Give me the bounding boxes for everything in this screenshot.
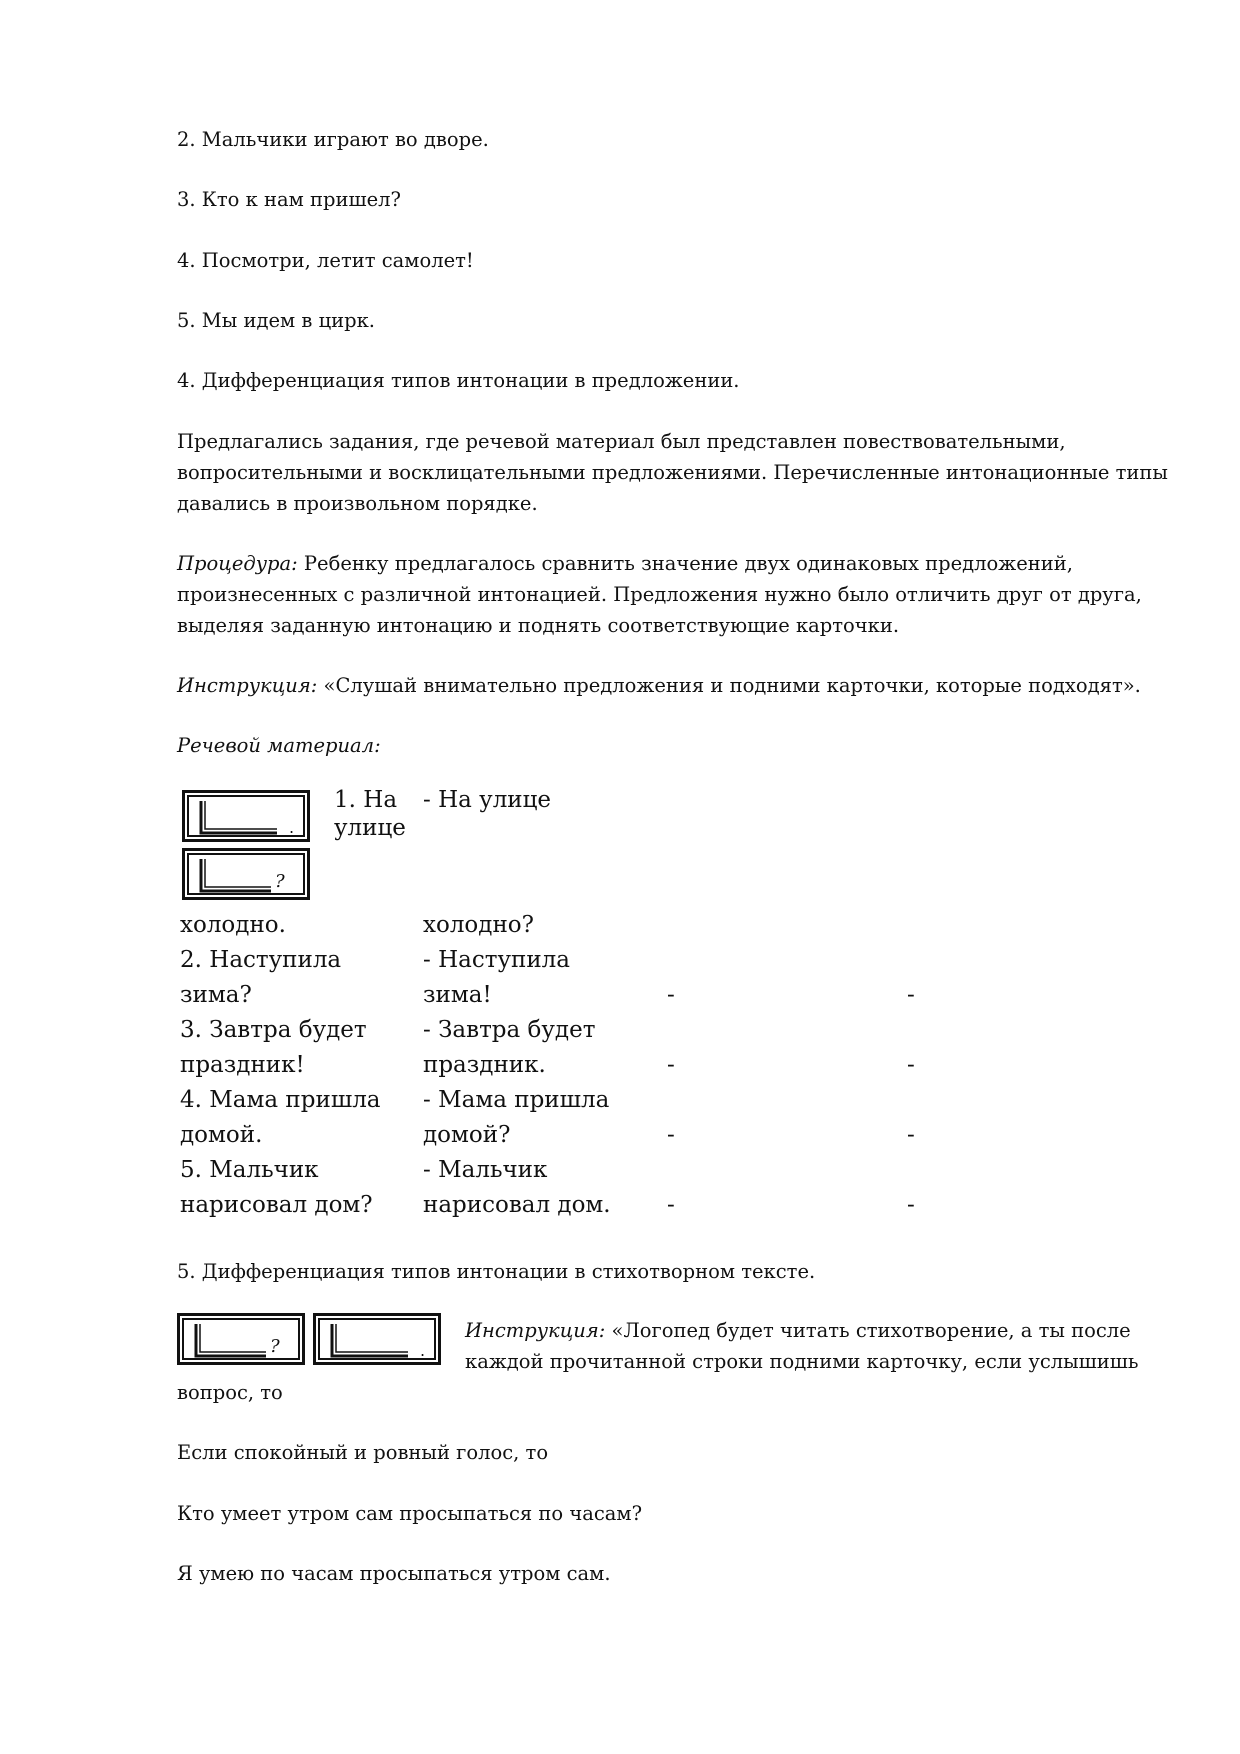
row4-dash-a: -: [667, 1122, 675, 1148]
row1-left-line1: 1. На: [334, 787, 398, 813]
row5-right-line1: - Мальчик: [423, 1157, 548, 1183]
card-symbol: .: [420, 1341, 426, 1360]
row5-dash-a: -: [667, 1192, 675, 1218]
row1-right-line1: - На улице: [423, 787, 552, 813]
row2-dash-b: -: [907, 982, 915, 1008]
sentence-3: 3. Кто к нам пришел?: [177, 188, 401, 211]
row3-dash-a: -: [667, 1052, 675, 1078]
description-line: Предлагались задания, где речевой материал был представлен повествовательными,: [177, 430, 1066, 453]
row2-left-line2: зима?: [180, 982, 252, 1008]
row3-left-line1: 3. Завтра будет: [180, 1017, 367, 1043]
row4-left-line2: домой.: [180, 1122, 263, 1148]
card-symbol: ?: [275, 871, 285, 892]
procedure-text: Ребенку предлагалось сравнить значение двух одинаковых предложений,: [297, 552, 1073, 575]
row2-right-line1: - Наступила: [423, 947, 570, 973]
row4-left-line1: 4. Мама пришла: [180, 1087, 381, 1113]
row5-left-line2: нарисовал дом?: [180, 1192, 373, 1218]
section-5-instruction-line3: вопрос, то: [177, 1381, 283, 1404]
instruction-text: «Слушай внимательно предложения и подними карточки, которые подходят».: [317, 674, 1141, 697]
procedure-label: Процедура:: [177, 552, 298, 575]
row1-left-line3: холодно.: [180, 912, 286, 938]
section-5-instruction-line2: каждой прочитанной строки подними карточку, если услышишь: [465, 1350, 1139, 1373]
row2-left-line1: 2. Наступила: [180, 947, 342, 973]
row5-dash-b: -: [907, 1192, 915, 1218]
sentence-2: 2. Мальчики играют во дворе.: [177, 128, 489, 151]
question-card: [182, 848, 310, 900]
description-line: вопросительными и восклицательными предложениями. Перечисленные интонационные типы: [177, 461, 1168, 484]
poem-line-1: Кто умеет утром сам просыпаться по часам?: [177, 1502, 643, 1525]
speech-material-label: Речевой материал:: [177, 734, 381, 757]
instruction-paragraph: [177, 670, 1141, 701]
period-card: [182, 790, 310, 842]
section-5-heading: 5. Дифференциация типов интонации в стихотворном тексте.: [177, 1260, 816, 1283]
row1-right-line3: холодно?: [423, 912, 534, 938]
row2-dash-a: -: [667, 982, 675, 1008]
instruction-label: Инструкция:: [465, 1319, 606, 1342]
row3-left-line2: праздник!: [180, 1052, 305, 1078]
procedure-line: выделяя заданную интонацию и поднять соответствующие карточки.: [177, 614, 900, 637]
row4-right-line2: домой?: [423, 1122, 511, 1148]
row4-right-line1: - Мама пришла: [423, 1087, 610, 1113]
description-line: давались в произвольном порядке.: [177, 492, 538, 515]
calm-voice-line: Если спокойный и ровный голос, то: [177, 1441, 549, 1464]
card-symbol: ?: [270, 1336, 280, 1357]
card-symbol: .: [289, 818, 295, 837]
section-4-description: [177, 426, 1168, 519]
period-card: [313, 1313, 441, 1365]
procedure-line: произнесенных с различной интонацией. Предложения нужно было отличить друг от друга,: [177, 583, 1142, 606]
row1-left-line2: улице: [334, 815, 406, 841]
row2-right-line2: зима!: [423, 982, 492, 1008]
sentence-4: 4. Посмотри, летит самолет!: [177, 249, 474, 272]
procedure-paragraph: [177, 548, 1142, 641]
row3-right-line1: - Завтра будет: [423, 1017, 596, 1043]
instruction-label: Инструкция:: [177, 674, 318, 697]
section-5-instruction-line1: [465, 1315, 1131, 1346]
question-card-icon: [185, 851, 313, 903]
row5-right-line2: нарисовал дом.: [423, 1192, 611, 1218]
sentence-5: 5. Мы идем в цирк.: [177, 309, 375, 332]
instruction-text: «Логопед будет читать стихотворение, а ты после: [605, 1319, 1131, 1342]
row5-left-line1: 5. Мальчик: [180, 1157, 319, 1183]
procedure-line: [177, 548, 1142, 579]
poem-line-2: Я умею по часам просыпаться утром сам.: [177, 1562, 611, 1585]
row4-dash-b: -: [907, 1122, 915, 1148]
row3-dash-b: -: [907, 1052, 915, 1078]
period-card-icon: [185, 793, 313, 845]
row3-right-line2: праздник.: [423, 1052, 546, 1078]
question-card-icon: [180, 1316, 308, 1368]
period-card-icon: [316, 1316, 444, 1368]
section-4-heading: 4. Дифференциация типов интонации в предложении.: [177, 369, 740, 392]
question-card: [177, 1313, 305, 1365]
